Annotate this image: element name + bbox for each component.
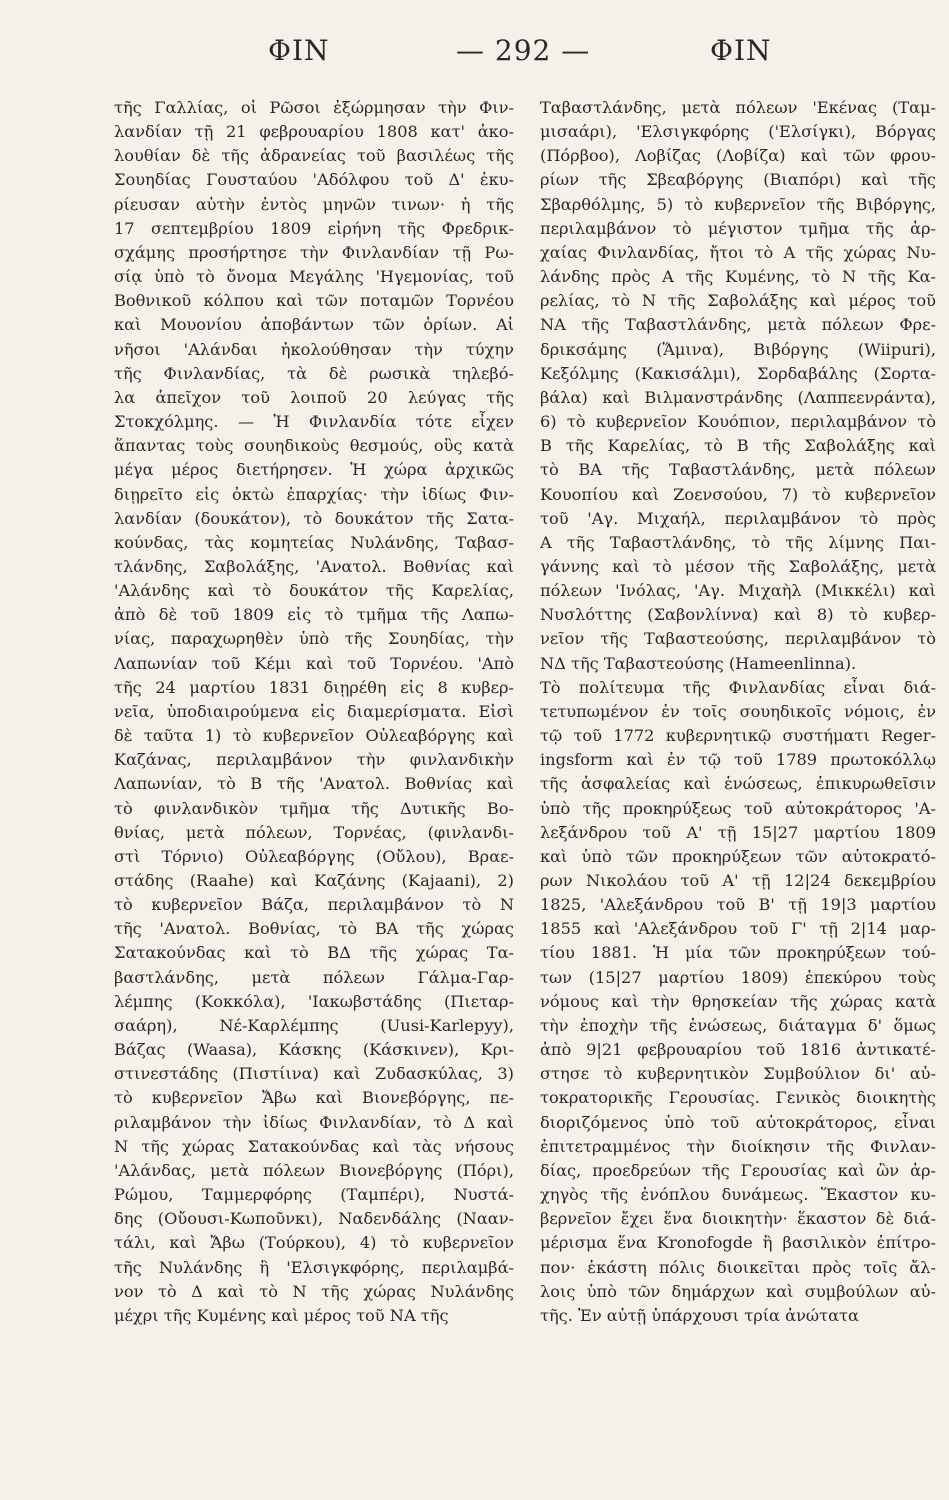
text-line: Κεξόλμης (Κακισάλμι), Σορδαβάλης (Σορτα-: [540, 363, 936, 383]
text-line: διῃρεῖτο εἰς ὀκτὼ ἐπαρχίας· τὴν ἰδίως Φιν-: [114, 484, 514, 504]
text-line: 'Αλάνδης καὶ τὸ δουκάτον τῆς Καρελίας,: [114, 581, 514, 601]
text-line: λεξάνδρου τοῦ Α' τῇ 15|27 μαρτίου 1809: [540, 822, 936, 842]
text-line: μέγα μέρος διετήρησεν. Ἡ χώρα ἀρχικῶς: [114, 460, 514, 480]
text-line: χηγὸς τῆς ἐνόπλου δυνάμεως. Ἕκαστον κυ-: [540, 1185, 936, 1205]
text-line: Ν τῆς χώρας Σατακούνδας καὶ τὰς νήσους: [114, 1136, 514, 1156]
text-line: ρίων τῆς Σβεαβόργης (Βιαπόρι) καὶ τῆς: [540, 170, 936, 190]
text-line: θνίας, μετὰ πόλεων, Τορνέας, (φινλανδι-: [114, 822, 514, 842]
text-line: νίας, παραχωρηθὲν ὑπὸ τῆς Σουηδίας, τὴν: [114, 629, 514, 649]
text-line: λάνδης πρὸς Α τῆς Κυμένης, τὸ Ν τῆς Κα-: [540, 267, 936, 287]
text-line: τάλι, καὶ Ἄβω (Τούρκου), 4) τὸ κυβερνεῖον: [114, 1233, 514, 1253]
text-line: στάδης (Raahe) καὶ Καζάνης (Kajaani), 2): [114, 871, 514, 890]
text-line: τὸ ΒΑ τῆς Ταβαστλάνδης, μετὰ πόλεων: [540, 460, 936, 480]
text-line: Λαπωνίαν τοῦ Κέμι καὶ τοῦ Τορνέου. 'Απὸ: [114, 653, 514, 673]
text-line: Σουηδίας Γουσταύου 'Αδόλφου τοῦ Δ' ἐκυ-: [114, 170, 514, 190]
text-line: Ρώμου, Ταμμερφόρης (Ταμπέρι), Νυστά-: [114, 1185, 514, 1205]
text-line: Ταβαστλάνδης, μετὰ πόλεων 'Εκένας (Ταμ-: [540, 98, 936, 117]
text-line: Στοκχόλμης. — Ἡ Φινλανδία τότε εἶχεν: [114, 412, 514, 432]
text-line: 1825, 'Αλεξάνδρου τοῦ Β' τῇ 19|3 μαρτίου: [540, 895, 936, 915]
text-line: Α τῆς Ταβαστλάνδης, τὸ τῆς λίμνης Παι-: [540, 532, 936, 552]
text-line: Τὸ πολίτευμα τῆς Φινλανδίας εἶναι διά-: [540, 677, 936, 697]
text-line: τίου 1881. Ἡ μία τῶν προκηρύξεων τού-: [540, 943, 936, 963]
text-line: τὴν ἐποχὴν τῆς ἑνώσεως, διάταγμα δ' ὅμως: [540, 1015, 936, 1035]
text-line: τὸ φινλανδικὸν τμῆμα τῆς Δυτικῆς Βο-: [114, 798, 514, 818]
text-line: τετυπωμένον ἐν τοῖς σουηδικοῖς νόμοις, ἐν: [540, 701, 936, 721]
text-line: λοις ὑπὸ τῶν δημάρχων καὶ συμβούλων αὐ-: [540, 1281, 936, 1301]
page-header: [0, 34, 949, 74]
text-line: Βάζας (Waasa), Κάσκης (Κάσκινεν), Κρι-: [114, 1040, 514, 1060]
text-line: 17 σεπτεμβρίου 1809 εἰρήνη τῆς Φρεδρικ-: [114, 218, 514, 238]
text-line: καὶ ὑπὸ τῶν προκηρύξεων τῶν αὐτοκρατό-: [540, 846, 936, 866]
text-line: νόμους καὶ τὴν θρησκείαν τῆς χώρας κατὰ: [540, 991, 936, 1011]
left-text-column: [114, 96, 514, 1328]
text-line: ρων Νικολάου τοῦ Α' τῇ 12|24 δεκεμβρίου: [540, 871, 936, 890]
text-line: 1855 καὶ 'Αλεξάνδρου τοῦ Γ' τῇ 2|14 μαρ-: [540, 919, 936, 939]
text-line: Καζάνας, περιλαμβάνον τὴν φινλανδικὴν: [114, 750, 514, 770]
text-line: Βοθνικοῦ κόλπου καὶ τῶν ποταμῶν Τορνέου: [114, 291, 514, 311]
text-line: στὶ Τόρνιο) Οὐλεαβόργης (Οὔλου), Βραε-: [114, 846, 514, 866]
text-line: δης (Οὔουσι-Κωποῦνκι), Ναδενδάλης (Νααν-: [114, 1209, 514, 1229]
text-line: διοριζόμενος ὑπὸ τοῦ αὐτοκράτορος, εἶναι: [540, 1112, 936, 1132]
text-line: (Πόρβοο), Λοβίζας (Λοβίζα) καὶ τῶν φρου-: [540, 146, 936, 166]
text-line: μέχρι τῆς Κυμένης καὶ μέρος τοῦ ΝΑ τῆς: [114, 1305, 449, 1325]
text-line: 6) τὸ κυβερνεῖον Κουόπιον, περιλαμβάνον τὸ: [540, 412, 936, 432]
text-line: τῆς. Ἐν αὐτῇ ὑπάρχουσι τρία ἀνώτατα: [540, 1305, 859, 1325]
text-line: μισαάρι), 'Ελσιγκφόρης ('Ελσίγκι), Βόργας: [540, 122, 936, 142]
text-line: ἀπὸ δὲ τοῦ 1809 εἰς τὸ τμῆμα τῆς Λαπω-: [114, 605, 514, 625]
text-line: ἅπαντας τοὺς σουηδικοὺς θεσμούς, οὓς κατὰ: [114, 436, 514, 456]
text-line: ρελίας, τὸ Ν τῆς Σαβολάξης καὶ μέρος τοῦ: [540, 291, 936, 311]
running-head-left: ΦΙΝ: [268, 34, 330, 67]
text-line: νεῖον τῆς Ταβαστεούσης, περιλαμβάνον τὸ: [540, 629, 936, 649]
text-line: νῆσοι 'Αλάνδαι ἠκολούθησαν τὴν τύχην: [114, 339, 514, 359]
text-line: γάννης καὶ τὸ μέσον τῆς Σαβολάξης, μετὰ: [540, 556, 936, 576]
text-line: τῆς 'Ανατολ. Βοθνίας, τὸ ΒΑ τῆς χώρας: [114, 919, 514, 939]
text-line: ingsform καὶ ἐν τῷ τοῦ 1789 πρωτοκόλλῳ: [540, 750, 936, 770]
text-line: νεῖα, ὑποδιαιρούμενα εἰς διαμερίσματα. Εἰσὶ: [114, 701, 514, 721]
text-line: τλάνδης, Σαβολάξης, 'Ανατολ. Βοθνίας καὶ: [114, 556, 514, 576]
text-line: βερνεῖον ἔχει ἕνα διοικητὴν· ἕκαστον δὲ διά-: [540, 1209, 936, 1229]
text-line: Σβαρθόλμης, 5) τὸ κυβερνεῖον τῆς Βιβόργης,: [540, 194, 936, 214]
text-line: λανδίαν (δουκάτον), τὸ δουκάτον τῆς Σατα-: [114, 508, 514, 528]
text-line: πον· ἑκάστη πόλις διοικεῖται πρὸς τοῖς ἄλ-: [540, 1257, 936, 1277]
text-line: νον τὸ Δ καὶ τὸ Ν τῆς χώρας Νυλάνδης: [114, 1281, 514, 1301]
text-line: σχάμης προσήρτησε τὴν Φινλανδίαν τῇ Ρω-: [114, 242, 514, 262]
text-line: Νυσλόττης (Σαβονλίννα) καὶ 8) τὸ κυβερ-: [540, 605, 936, 625]
text-line: Σατακούνδας καὶ τὸ ΒΔ τῆς χώρας Τα-: [114, 943, 514, 963]
text-line: σαάρη), Νέ-Καρλέμπης (Uusi-Karlepyy),: [114, 1015, 514, 1035]
text-line: καὶ Μουονίου ἀποβάντων τῶν ὁρίων. Αἱ: [114, 315, 514, 335]
text-line: ΝΑ τῆς Ταβαστλάνδης, μετὰ πόλεων Φρε-: [540, 315, 936, 335]
text-line: μέρισμα ἕνα Kronofogde ἢ βασιλικὸν ἐπίτρο-: [540, 1233, 936, 1253]
text-line: ρίευσαν αὐτὴν ἐντὸς μηνῶν τινων· ἡ τῆς: [114, 194, 514, 214]
text-line: χαίας Φινλανδίας, ἤτοι τὸ Α τῆς χώρας Νυ-: [540, 242, 936, 262]
text-line: ὑπὸ τῆς προκηρύξεως τοῦ αὐτοκράτορος 'Α-: [540, 798, 936, 818]
page-number: — 292 —: [456, 34, 591, 67]
text-line: τοκρατορικῆς Γερουσίας. Γενικὸς διοικητὴς: [540, 1088, 936, 1108]
text-line: των (15|27 μαρτίου 1809) ἐπεκύρου τοὺς: [540, 967, 936, 987]
text-line: ΝΔ τῆς Ταβαστεούσης (Hameenlinna).: [540, 653, 857, 673]
text-line: στησε τὸ κυβερνητικὸν Συμβούλιον δι' αὐ-: [540, 1064, 936, 1084]
text-line: τῆς Φινλανδίας, τὰ δὲ ρωσικὰ τηλεβό-: [114, 363, 514, 383]
text-line: λουθίαν δὲ τῆς ἀδρανείας τοῦ βασιλέως τῆς: [114, 146, 514, 166]
text-line: σίᾳ ὑπὸ τὸ ὄνομα Μεγάλης 'Ηγεμονίας, τοῦ: [114, 267, 514, 287]
text-line: λέμπης (Κοκκόλα), 'Ιακωβστάδης (Πιεταρ-: [114, 991, 514, 1011]
text-line: λανδίαν τῇ 21 φεβρουαρίου 1808 κατ' ἀκο-: [114, 122, 514, 142]
text-line: περιλαμβάνον τὸ μέγιστον τμῆμα τῆς ἀρ-: [540, 218, 936, 238]
text-line: βαστλάνδης, μετὰ πόλεων Γάλμα-Γαρ-: [114, 967, 514, 987]
text-line: ριλαμβάνον τὴν ἰδίως Φινλανδίαν, τὸ Δ καὶ: [114, 1112, 514, 1132]
text-line: δρικσάμης (Ἅμινα), Βιβόργης (Wiipuri),: [540, 339, 936, 359]
text-line: κούνδας, τὰς κομητείας Νυλάνδης, Ταβασ-: [114, 532, 514, 552]
text-line: 'Αλάνδας, μετὰ πόλεων Βιονεβόργης (Πόρι),: [114, 1160, 514, 1180]
text-line: λα ἀπεῖχον τοῦ λοιποῦ 20 λεύγας τῆς: [114, 387, 514, 407]
text-line: βάλα) καὶ Βιλμανστράνδης (Λαππεενράντα),: [540, 387, 936, 407]
text-line: δίας, προεδρεύων τῆς Γερουσίας καὶ ὢν ἀρ-: [540, 1160, 936, 1180]
text-line: Κουοπίου καὶ Ζοενσούου, 7) τὸ κυβερνεῖον: [540, 484, 936, 504]
right-text-column: [540, 96, 936, 1328]
text-line: τῆς Νυλάνδης ἢ 'Ελσιγκφόρης, περιλαμβά-: [114, 1257, 514, 1277]
text-line: δὲ ταῦτα 1) τὸ κυβερνεῖον Οὐλεαβόργης καὶ: [114, 726, 514, 746]
text-line: τῆς 24 μαρτίου 1831 διῃρέθη εἰς 8 κυβερ-: [114, 677, 514, 697]
text-line: τῆς ἀσφαλείας καὶ ἑνώσεως, ἐπικυρωθεῖσιν: [540, 774, 936, 794]
text-line: ἀπὸ 9|21 φεβρουαρίου τοῦ 1816 ἀντικατέ-: [540, 1040, 936, 1060]
text-line: τῷ τοῦ 1772 κυβερνητικῷ συστήματι Reger-: [540, 726, 936, 746]
text-line: τοῦ 'Αγ. Μιχαήλ, περιλαμβάνον τὸ πρὸς: [540, 508, 936, 528]
text-line: πόλεων 'Ινόλας, 'Αγ. Μιχαὴλ (Μικκέλι) καὶ: [540, 581, 936, 601]
text-line: στινεστάδης (Πιστίινα) καὶ Ζυδασκύλας, 3): [114, 1064, 514, 1084]
text-line: Β τῆς Καρελίας, τὸ Β τῆς Σαβολάξης καὶ: [540, 436, 936, 456]
text-line: τῆς Γαλλίας, οἱ Ρῶσοι ἐξώρμησαν τὴν Φιν-: [114, 98, 514, 117]
text-line: ἐπιτετραμμένος τὴν διοίκησιν τῆς Φινλαν-: [540, 1136, 936, 1156]
running-head-right: ΦΙΝ: [710, 34, 772, 67]
text-line: τὸ κυβερνεῖον Βάζα, περιλαμβάνον τὸ Ν: [114, 895, 514, 915]
text-line: τὸ κυβερνεῖον Ἄβω καὶ Βιονεβόργης, πε-: [114, 1088, 514, 1108]
text-line: Λαπωνίαν, τὸ Β τῆς 'Ανατολ. Βοθνίας καὶ: [114, 774, 514, 794]
